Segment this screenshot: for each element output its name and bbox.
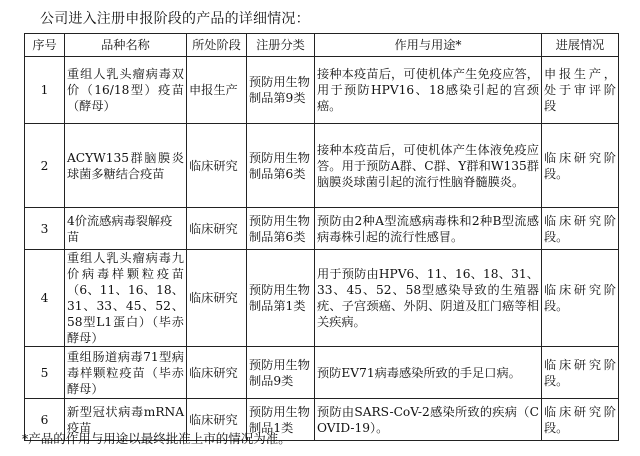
row-category: 预防用生物制品1类	[247, 399, 315, 441]
row-progress: 临床研究阶段。	[542, 250, 619, 347]
row-name: 重组人乳头瘤病毒九价病毒样颗粒疫苗（6、11、16、18、31、33、45、52、58型L1蛋白）（毕赤酵母）	[65, 250, 187, 347]
row-no: 4	[25, 250, 65, 347]
product-table	[24, 33, 619, 441]
row-usage: 用于预防由HPV6、11、16、18、31、33、45、52、58型感染导致的生殖器疣、子宫颈癌、外阴、阴道及肛门癌等相关疾病。	[315, 250, 542, 347]
table-header-row	[25, 34, 619, 57]
row-no: 2	[25, 124, 65, 208]
row-progress: 临床研究阶段。	[542, 347, 619, 399]
footnote: *产品的作用与用途以最终批准上市的情况为准。	[22, 431, 291, 446]
table-row	[25, 347, 619, 399]
header-name: 品种名称	[65, 34, 187, 57]
row-progress: 临床研究阶段。	[542, 208, 619, 250]
table-row	[25, 124, 619, 208]
row-no: 6	[25, 399, 65, 441]
row-no: 1	[25, 57, 65, 124]
row-stage: 临床研究	[187, 399, 247, 441]
header-usage: 作用与用途*	[315, 34, 542, 57]
row-usage: 预防由SARS-CoV-2感染所致的疾病（COVID-19）。	[315, 399, 542, 441]
row-category: 预防用生物制品第6类	[247, 208, 315, 250]
row-name: 重组人乳头瘤病毒双价（16/18型）疫苗（酵母）	[65, 57, 187, 124]
row-name: ACYW135群脑膜炎球菌多糖结合疫苗	[65, 124, 187, 208]
row-category: 预防用生物制品第9类	[247, 57, 315, 124]
section-heading: 公司进入注册申报阶段的产品的详细情况：	[40, 11, 310, 27]
table-row	[25, 208, 619, 250]
row-no: 3	[25, 208, 65, 250]
header-stage: 所处阶段	[187, 34, 247, 57]
row-usage: 预防由2种A型流感病毒株和2种B型流感病毒株引起的流行性感冒。	[315, 208, 542, 250]
row-usage: 接种本疫苗后，可使机体产生体液免疫应答。用于预防A群、C群、Y群和W135群脑膜炎球菌引起的流行性脑脊髓膜炎。	[315, 124, 542, 208]
row-name: 4价流感病毒裂解疫苗	[65, 208, 187, 250]
header-category: 注册分类	[247, 34, 315, 57]
row-no: 5	[25, 347, 65, 399]
row-progress: 申报生产，处于审评阶段	[542, 57, 619, 124]
row-usage: 预防EV71病毒感染所致的手足口病。	[315, 347, 542, 399]
header-no: 序号	[25, 34, 65, 57]
row-category: 预防用生物制品9类	[247, 347, 315, 399]
row-stage: 临床研究	[187, 250, 247, 347]
row-stage: 临床研究	[187, 208, 247, 250]
row-name: 新型冠状病毒mRNA疫苗	[65, 399, 187, 441]
row-stage: 申报生产	[187, 57, 247, 124]
row-usage: 接种本疫苗后，可使机体产生免疫应答，用于预防HPV16、18感染引起的宫颈癌。	[315, 57, 542, 124]
table-row	[25, 57, 619, 124]
row-progress: 临床研究阶段。	[542, 399, 619, 441]
header-progress: 进展情况	[542, 34, 619, 57]
row-progress: 临床研究阶段。	[542, 124, 619, 208]
row-category: 预防用生物制品第6类	[247, 124, 315, 208]
row-name: 重组肠道病毒71型病毒样颗粒疫苗（毕赤酵母）	[65, 347, 187, 399]
row-stage: 临床研究	[187, 124, 247, 208]
row-category: 预防用生物制品第1类	[247, 250, 315, 347]
row-stage: 临床研究	[187, 347, 247, 399]
table-row	[25, 250, 619, 347]
